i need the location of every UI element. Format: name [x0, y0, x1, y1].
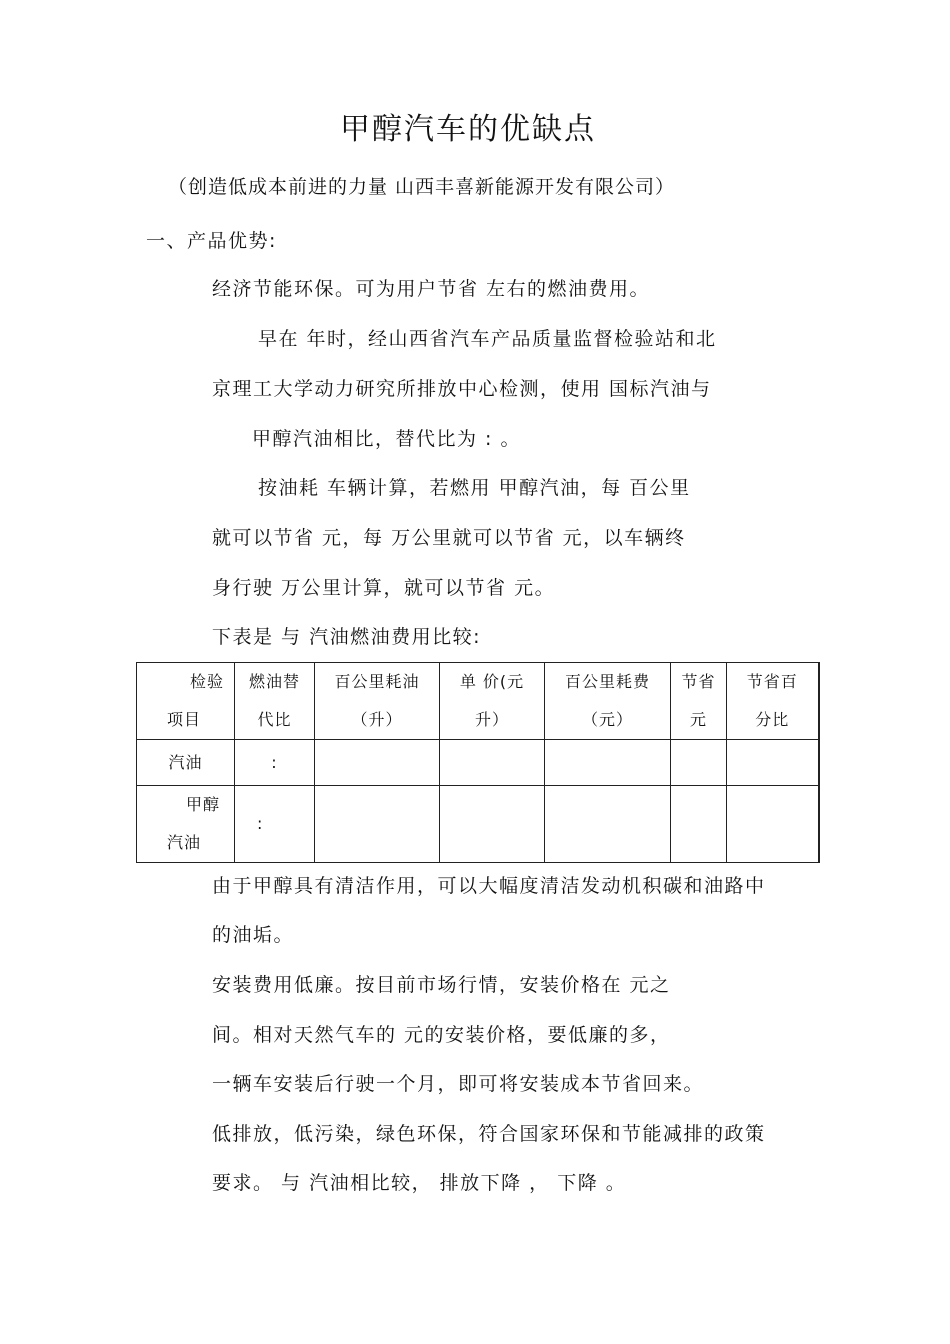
row-label: 汽油	[137, 740, 235, 786]
paragraph-fuel-line2: 就可以节省 元，每 万公里就可以节省 元，以车辆终	[212, 527, 686, 549]
table-cell: :	[235, 786, 315, 863]
table-row	[137, 786, 819, 863]
cost-comparison-table	[136, 662, 820, 863]
header-cell: 检验 项目	[137, 663, 235, 740]
paragraph-fuel-line3: 身行驶 万公里计算，就可以节省 元。	[212, 577, 556, 599]
table-cell	[440, 740, 545, 786]
paragraph-install-line3: 一辆车安装后行驶一个月，即可将安装成本节省回来。	[212, 1073, 705, 1095]
table-cell: :	[235, 740, 315, 786]
table-header-row	[137, 663, 819, 740]
paragraph-test-line2: 京理工大学动力研究所排放中心检测，使用 国标汽油与	[212, 378, 712, 400]
table-cell	[545, 786, 671, 863]
table-row	[137, 740, 819, 786]
paragraph-clean-line2: 的油垢。	[212, 924, 295, 946]
table-cell	[440, 786, 545, 863]
paragraph-fuel-line1: 按油耗 车辆计算，若燃用 甲醇汽油，每 百公里	[258, 477, 691, 499]
paragraph-economy: 经济节能环保。可为用户节省 左右的燃油费用。	[212, 278, 651, 300]
paragraph-install-line2: 间。相对天然气车的 元的安装价格，要低廉的多，	[212, 1024, 671, 1046]
table-cell	[727, 740, 819, 786]
header-cell: 节省百 分比	[727, 663, 819, 740]
section-heading: 一、产品优势:	[146, 230, 277, 252]
table-cell	[671, 740, 727, 786]
table-cell	[315, 786, 440, 863]
header-cell: 单 价(元 升）	[440, 663, 545, 740]
header-cell: 百公里耗油 （升）	[315, 663, 440, 740]
paragraph-emission-line1: 低排放，低污染，绿色环保，符合国家环保和节能减排的政策	[212, 1123, 766, 1145]
table-cell	[545, 740, 671, 786]
table-cell	[315, 740, 440, 786]
header-cell: 百公里耗费 （元）	[545, 663, 671, 740]
paragraph-install-line1: 安装费用低廉。按目前市场行情，安装价格在 元之	[212, 974, 671, 996]
table-cell	[727, 786, 819, 863]
header-cell: 燃油替 代比	[235, 663, 315, 740]
table-intro: 下表是 与 汽油燃油费用比较:	[212, 626, 481, 648]
paragraph-emission-line2: 要求。 与 汽油相比较， 排放下降 ， 下降 。	[212, 1172, 627, 1194]
paragraph-test-line1: 早在 年时，经山西省汽车产品质量监督检验站和北	[258, 328, 717, 350]
paragraph-test-line3: 甲醇汽油相比，替代比为 : 。	[252, 428, 521, 450]
document-subtitle: （创造低成本前进的力量 山西丰喜新能源开发有限公司）	[168, 176, 676, 198]
row-label: 甲醇 汽油	[137, 786, 235, 863]
document-title: 甲醇汽车的优缺点	[340, 112, 596, 147]
paragraph-clean-line1: 由于甲醇具有清洁作用，可以大幅度清洁发动机积碳和油路中	[212, 875, 766, 897]
header-cell: 节省 元	[671, 663, 727, 740]
table-cell	[671, 786, 727, 863]
